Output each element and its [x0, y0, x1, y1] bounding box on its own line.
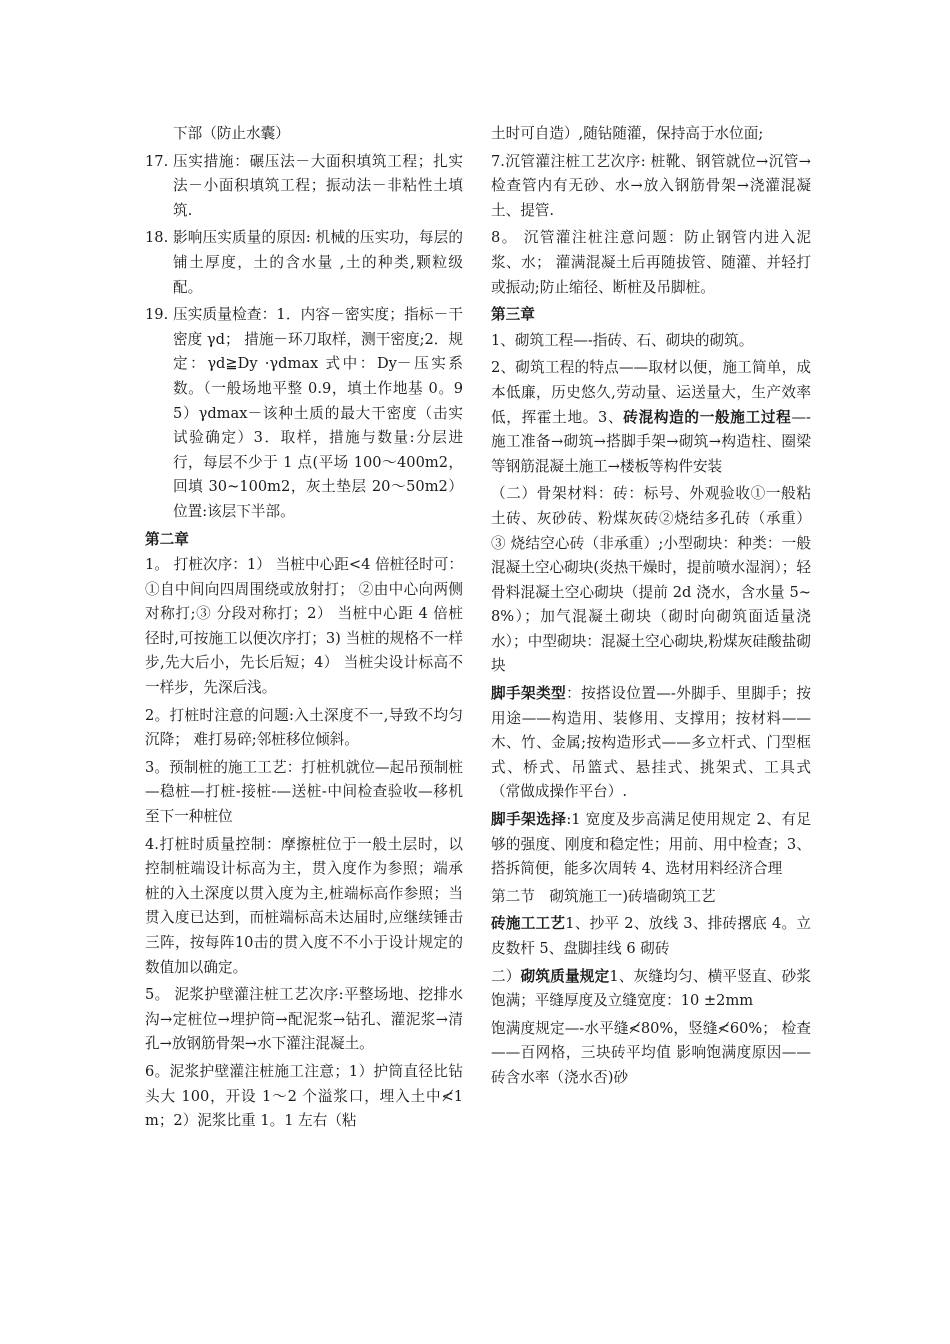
paragraph-precast-process: 3。预制桩的施工工艺：打桩机就位—起吊预制桩—稳桩—打桩-接桩-—送桩-中间检查验收—移机至下一种桩位	[145, 758, 463, 826]
list-item-19	[145, 303, 463, 524]
bold-term: 脚手架选择	[491, 811, 567, 829]
paragraph-materials: （二）骨架材料：砖：标号、外观验收①一般粘土砖、灰砂砖、粉煤灰砖②烧结多孔砖（承重）③ 烧结空心砖（非承重）;小型砌块：种类：一般混凝土空心砌块(炎热干燥时，提前喷水湿润）；轻骨料混凝土空心砌块（提前 2d 浇水，含水量 5~8%）；加气混凝土砌块（砌时向砌筑面适量浇水）；中型砌块：混凝土空心砌块,粉煤灰硅酸盐砌块	[491, 485, 811, 675]
item-text: 影响压实质量的原因: 机械的压实功，每层的铺土厚度，土的含水量 ,土的种类,颗粒级配。	[173, 229, 463, 296]
bold-term: 砖混构造的一般施工过程	[623, 408, 792, 426]
item-number: 19.	[145, 306, 169, 324]
chapter-3-heading: 第三章	[491, 306, 535, 324]
text-run: 1、抄平 2、放线 3、排砖撂底 4。立皮数杆 5、盘脚挂线 6 砌砖	[491, 915, 811, 957]
text-run: —-施工准备→砌筑→搭脚手架→砌筑→构造柱、圈梁等钢筋混凝土施工→楼板等构件安装	[491, 408, 811, 475]
item-text: 压实质量检查：1．内容－密实度；指标－干密度 γd； 措施－环刀取样，测干密度;2．规定：γd≧Dy ·γdmax 式中：Dy－压实系数。（一般场地平整 0.9，填土作地基 0。95）γdmax－该种土质的最大干密度（击实试验确定）3．取样，措施与数量:分层进行，每层不少于 1 点(平场 100～400m2，回填 30~100m2，灰土垫层 20～50m2） 位置:该层下半部。	[173, 306, 463, 520]
text-run: 1、灰缝均匀、横平竖直、砂浆饱满；平缝厚度及立缝宽度：10 ±2mm	[491, 967, 811, 1010]
paragraph-brick-process	[491, 912, 811, 961]
item-number: 18.	[145, 229, 169, 247]
paragraph-scaffold-selection	[491, 808, 811, 882]
right-column	[491, 122, 811, 1091]
item-text: 压实措施：碾压法－大面积填筑工程；扎实法－小面积填筑工程；振动法－非粘性土填筑.	[173, 152, 463, 219]
section-heading: 第二节 砌筑施工一)砖墙砌筑工艺	[491, 887, 716, 905]
left-column	[145, 122, 463, 1134]
paragraph-fullness: 饱满度规定—-水平缝≮80%，竖缝≮60%； 检查——百网格，三块砖平均值 影响饱满度原因——砖含水率（浇水否)砂	[491, 1019, 811, 1086]
chapter-2-heading: 第二章	[145, 530, 189, 548]
item-16-continuation: 下部（防止水囊）	[173, 125, 290, 142]
list-item-18	[145, 226, 463, 300]
paragraph-slurry-process: 5。 泥浆护壁灌注桩工艺次序:平整场地、挖排水沟→定桩位→埋护筒→配泥浆→钻孔、灌泥浆→清孔→放钢筋骨架→水下灌注混凝土。	[145, 986, 463, 1053]
bold-term: 砖施工工艺	[491, 915, 566, 933]
list-item-17	[145, 150, 463, 224]
item-number: 17.	[145, 152, 169, 170]
paragraph-quality-rules	[491, 965, 811, 1014]
text-run: ：按搭设位置—-外脚手、里脚手；按用途——构造用、装修用、支撑用；按材料——木、竹、金属;按构造形式——多立杆式、门型框式、桥式、吊篮式、悬挂式、挑架式、工具式（常做成操作平台）.	[491, 685, 811, 801]
paragraph-masonry-definition: 1、砌筑工程—-指砖、石、砌块的砌筑。	[491, 331, 754, 349]
paragraph-pile-issues: 2。打桩时注意的问题:入土深度不一,导致不均匀沉降； 难打易碎;邻桩移位倾斜。	[145, 706, 463, 749]
bold-term: 脚手架类型	[491, 685, 567, 703]
bold-term: 砌筑质量规定	[520, 967, 610, 985]
paragraph-pile-sequence: 1。 打桩次序：1） 当桩中心距<4 倍桩径时可：①自中间向四周围绕或放射打； ②由中心向两侧对称打;③ 分段对称打；2） 当桩中心距 4 倍桩径时,可按施工以便次序打；3) 当桩的规格不一样步,先大后小，先长后短；4） 当桩尖设计标高不一样步，先深后浅。	[145, 556, 463, 697]
paragraph-scaffold-types	[491, 682, 811, 805]
text-run: :1 宽度及步高满足使用规定 2、有足够的强度、刚度和稳定性；用前、用中检查；3、搭拆简便，能多次周转 4、选材用料经济合理	[491, 811, 811, 878]
paragraph-slurry-notes: 6。泥浆护壁灌注桩施工注意；1）护筒直径比钻头大 100，开设 1～2 个溢浆口，埋入土中≮1m；2）泥浆比重 1。1 左右（粘	[145, 1062, 463, 1130]
text-run: 2、砌筑工程的特点——取材以便，施工简单，成本低廉，历史悠久,劳动量、运送量大，生产效率低，挥霍土地。3、	[491, 359, 811, 426]
paragraph-tube-process: 7.沉管灌注桩工艺次序: 桩靴、钢管就位→沉管→检查管内有无砂、水→放入钢筋骨架→浇灌混凝土、提管.	[491, 152, 811, 219]
text-run: 二）	[491, 967, 521, 985]
paragraph-quality-control: 4.打桩时质量控制：摩擦桩位于一般土层时，以控制桩端设计标高为主，贯入度作为参照；端承桩的入土深度以贯入度为主,桩端标高作参照；当贯入度已达到，而桩端标高未达届时,应继续锤击三阵，按每阵10击的贯入度不不小于设计规定的数值加以确定。	[145, 835, 463, 976]
paragraph-tube-issues: 8。 沉管灌注桩注意问题：防止钢管内进入泥浆、水； 灌满混凝土后再随拔管、随灌、并轻打或振动;防止缩径、断桩及吊脚桩。	[491, 229, 811, 296]
paragraph-masonry-features	[491, 356, 811, 479]
paragraph-slurry-notes-continued: 土时可自造）,随钻随灌，保持高于水位面;	[491, 125, 764, 142]
